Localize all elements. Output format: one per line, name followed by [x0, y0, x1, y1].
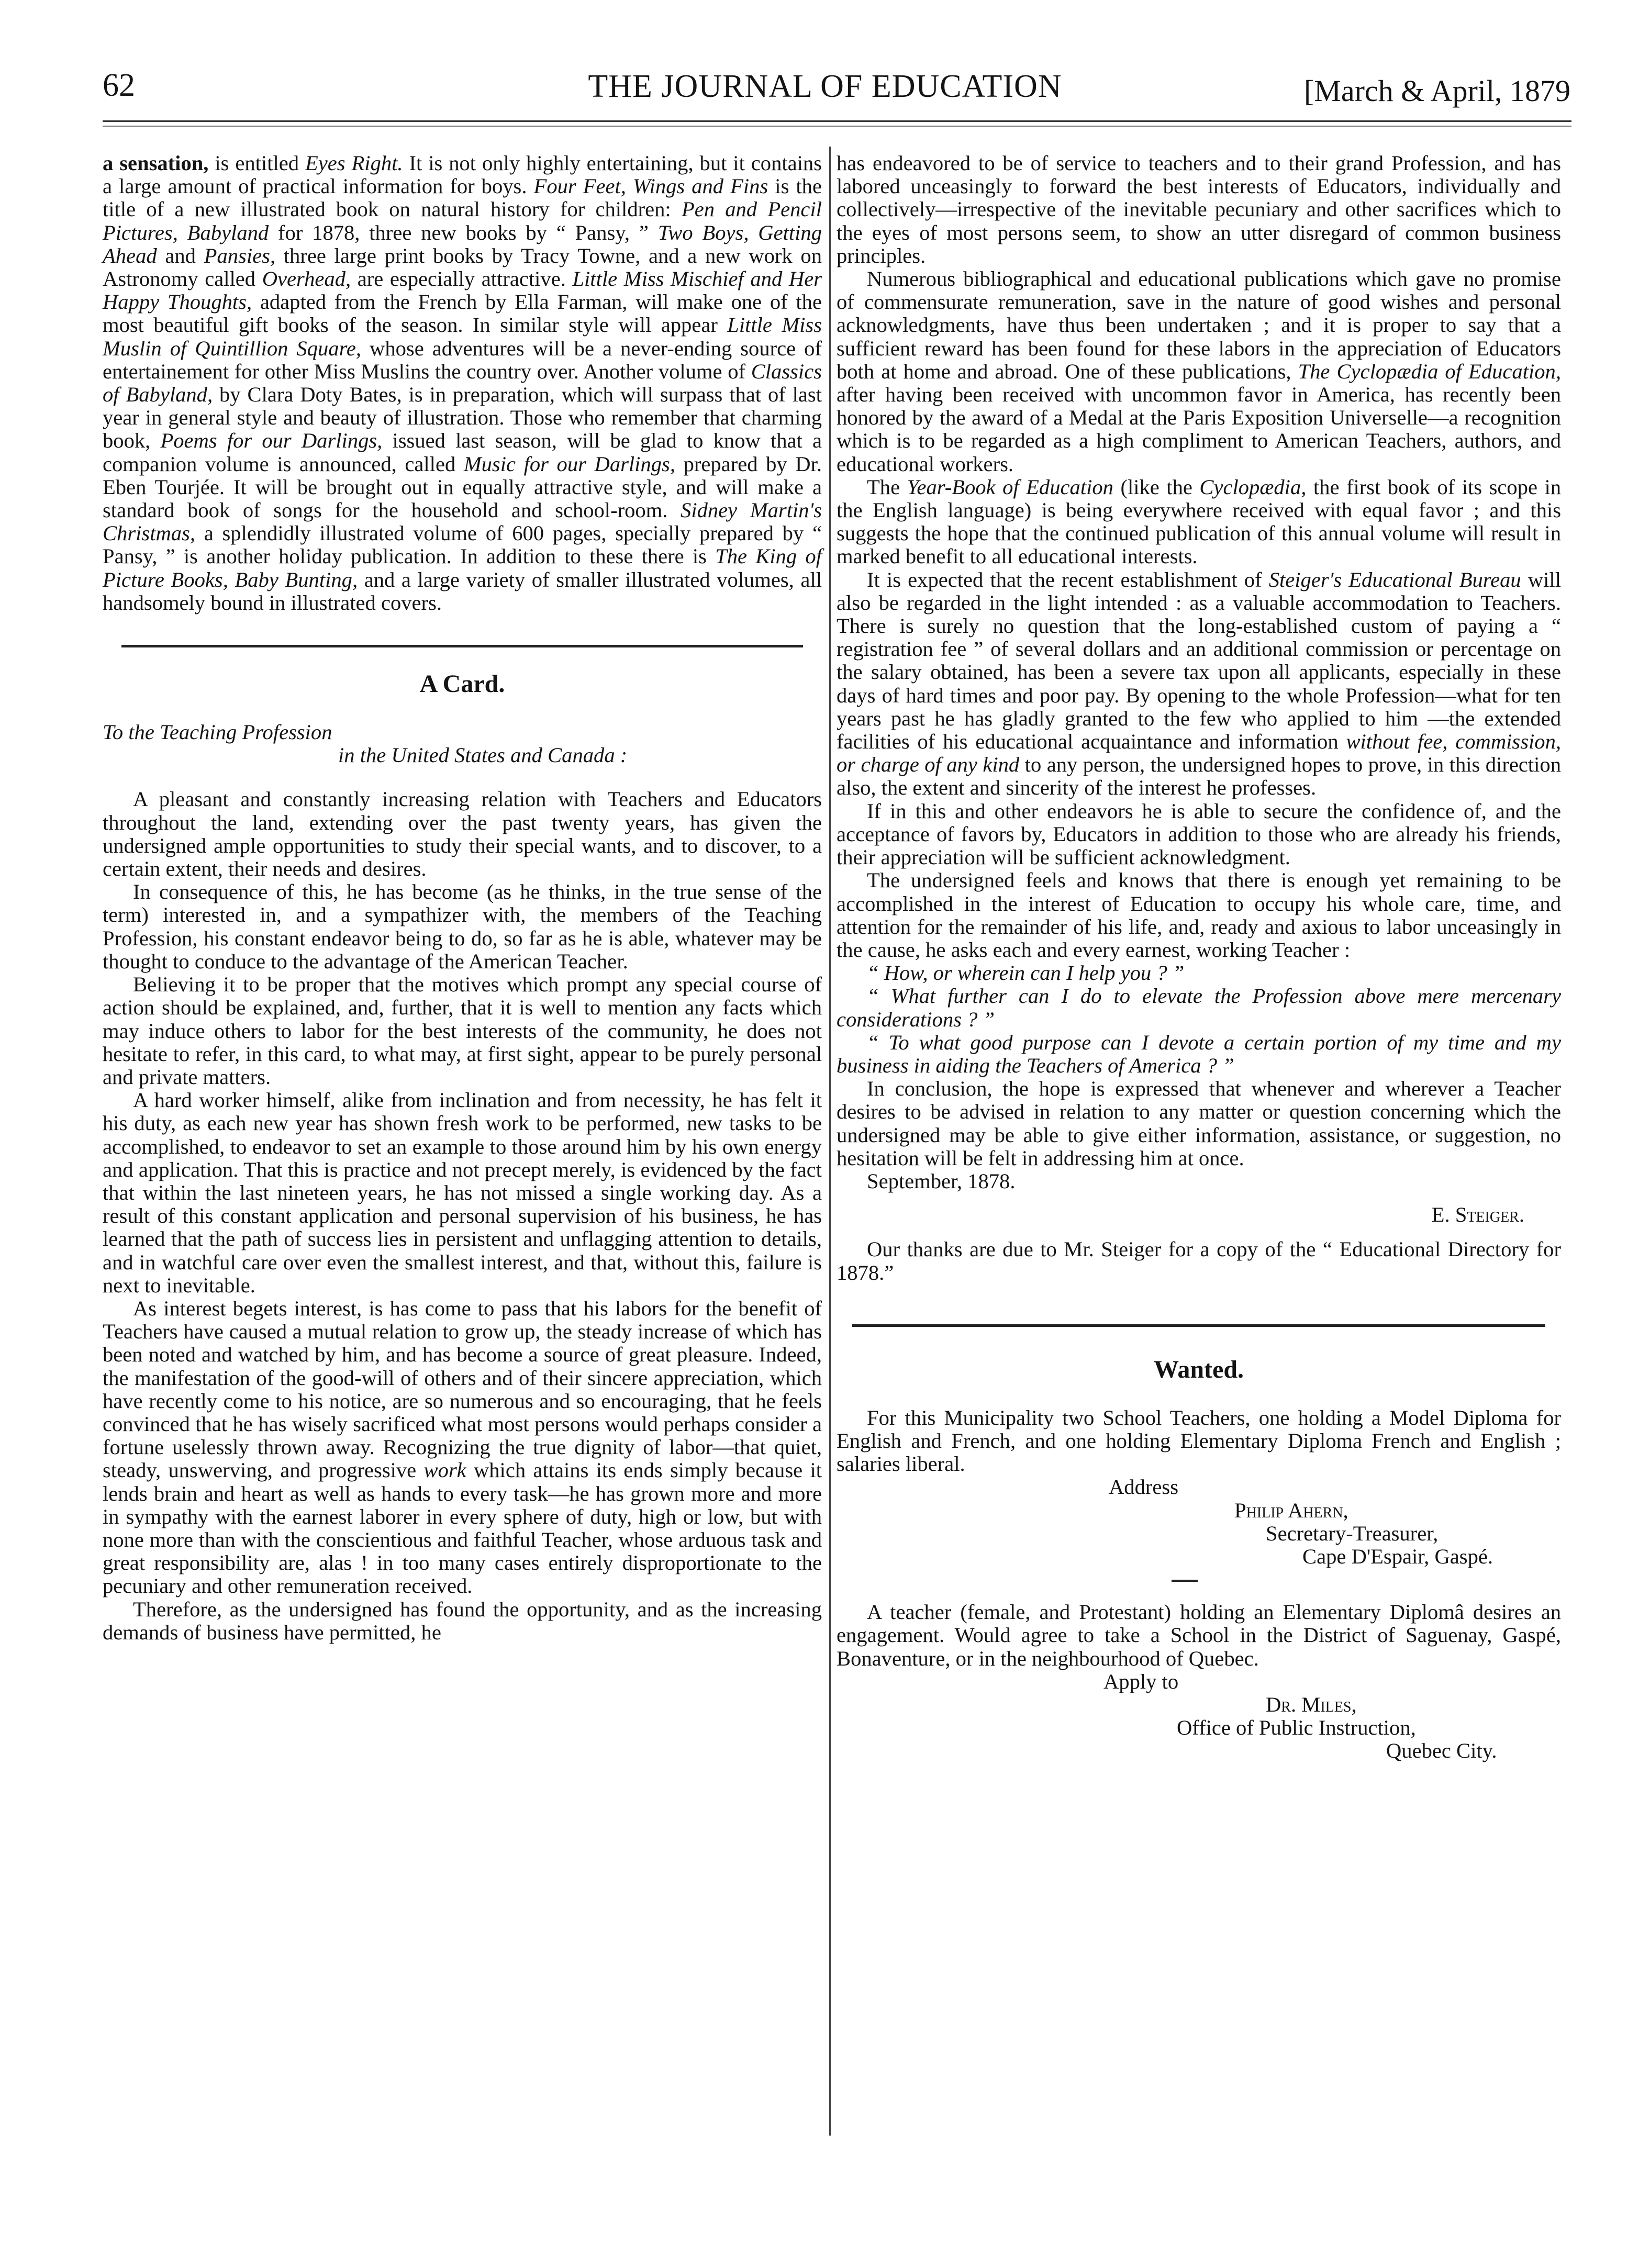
- italic-run: The Cyclopædia of Education,: [1298, 359, 1561, 383]
- header-rule: [103, 120, 1571, 122]
- apply-name: Dr. Miles,: [1266, 1692, 1357, 1716]
- card-salutation-line-1: To the Teaching Profession: [103, 720, 332, 744]
- card-paragraph: The Year-Book of Education (like the Cyclopædia, the first book of its scope in the English language) is being everywhere received with equal favor ; and this suggests the hope that the continued publication of this annual volume will result in marked benefit to all educational interests.: [837, 475, 1562, 568]
- italic-run: The King of Picture Books, Baby Bunting,: [103, 544, 822, 591]
- italic-run: Two Boys, Getting Ahead: [103, 220, 822, 267]
- card-paragraph: Numerous bibliographical and educational publications which gave no promise of commensurate remuneration, save in the nature of good wishes and personal acknowledgments, have thus been undertaken ; and it is proper to say that a sufficient reward has been found for these labors in the appreciation of Educators both at home and abroad. One of these publications, The Cyclopædia of Education, after having been received with uncommon favor in America, has recently been honored by the award of a Medal at the Paris Exposition Universelle—a recognition which is to be regarded as a high compliment to American Teachers, authors, and educational workers.: [837, 267, 1561, 476]
- italic-run: Poems for our Darlings,: [160, 429, 383, 453]
- address-label: Address: [1109, 1475, 1178, 1499]
- address-line-2: Cape D'Espair, Gaspé.: [1302, 1544, 1493, 1568]
- card-paragraph: Therefore, as the undersigned has found the opportunity, and as the increasing demands of business have permitted, he: [103, 1597, 822, 1644]
- address-name: Philip Ahern,: [1234, 1498, 1348, 1522]
- card-signature: E. Steiger.: [1431, 1203, 1524, 1227]
- italic-run: “ To what good purpose can I devote a certain portion of my time and my business in aiding the Teachers of America ? ”: [837, 1030, 1561, 1077]
- right-column: [837, 152, 1561, 1763]
- italic-run: “ What further can I do to elevate the Profession above mere mercenary considerations ? ”: [837, 984, 1561, 1031]
- card-paragraph: [837, 1031, 1561, 1077]
- card-paragraph: [837, 985, 1561, 1031]
- thanks-note: Our thanks are due to Mr. Steiger for a copy of the “ Educational Directory for 1878.”: [837, 1237, 1561, 1284]
- card-paragraph: As interest begets interest, is has come to pass that his labors for the benefit of Teachers have caused a mutual relation to grow up, the steady increase of which has been noted and watched by him, and has become a source of great pleasure. Indeed, the manifestation of the good-will of others and of their sincere appreciation, which have recently come to his notice, are so numerous and so encouraging, that he feels convinced that he has wisely sacrificed what most persons would perhaps consider a fortune uselessly thrown away. Recognizing the true dignity of labor—that quiet, steady, unswerving, and progressive work which attains its ends simply because it lends brain and heart as well as hands to every task—he has grown more and more in sympathy with the earnest laborer in every sphere of duty, high or low, but with none more than with the conscientious and faithful Teacher, whose arduous task and great responsibility are, alas ! in too many cases entirely disproportionate to the pecuniary and other remuneration received.: [103, 1296, 822, 1598]
- card-paragraph: has endeavored to be of service to teachers and to their grand Profession, and has labored unceasingly to forward the best interests of Educators, individually and collectively—irrespective of the inevitable pecuniary and other sacrifices which to the eyes of most persons seem, to show an utter disregard of common business principles.: [837, 151, 1561, 267]
- card-paragraph: Believing it to be proper that the motives which prompt any special course of action should be explained, and, further, that it is well to mention any facts which may induce others to labor for the best interests of the community, he does not hesitate to refer, in this card, to what may, at first sight, appear to be purely personal and private matters.: [103, 973, 822, 1089]
- wanted-ad-text: For this Municipality two School Teachers, one holding a Model Diploma for English and French, and one holding Elementary Diploma French and English ; salaries liberal.: [837, 1405, 1561, 1476]
- italic-run: Cyclopædia,: [1199, 475, 1307, 499]
- italic-run: without fee, commission, or charge of any kind: [837, 730, 1561, 777]
- card-salutation-line-2: in the United States and Canada :: [338, 743, 628, 767]
- italic-run: Pansies,: [204, 243, 276, 267]
- card-paragraph: If in this and other endeavors he is able to secure the confidence of, and the acceptance of favors by, Educators in addition to those who are already his friends, their appreciation will be sufficient acknowledgment.: [837, 799, 1561, 869]
- card-paragraph: A pleasant and constantly increasing relation with Teachers and Educators throughout the land, extending over the past twenty years, has given the undersigned ample opportunities to study their special wants, and to discover, to a certain extent, their needs and desires.: [103, 787, 822, 881]
- italic-run: Little Miss Muslin of Quintillion Square,: [103, 313, 822, 360]
- italic-run: Steiger's Educational Bureau: [1268, 567, 1521, 591]
- column-divider: [829, 147, 831, 2136]
- apply-label: Apply to: [1103, 1669, 1179, 1693]
- card-date: September, 1878.: [867, 1169, 1016, 1193]
- running-head: [0, 62, 1650, 119]
- ad-separator-dash: [1172, 1580, 1198, 1582]
- teacher-ad-text: A teacher (female, and Protestant) holding an Elementary Diplomâ desires an engagement. Would agree to take a School in the District of Saguenay, Gaspé, Bonaventure, or in the neighbourhood of Quebec.: [837, 1600, 1561, 1670]
- card-paragraph: [837, 962, 1561, 985]
- left-column: [103, 152, 822, 1644]
- card-body: [103, 788, 822, 1644]
- bold-run: a sensation,: [103, 151, 209, 175]
- page-number: 62: [103, 68, 135, 103]
- italic-run: Overhead,: [262, 267, 351, 291]
- address-line-1: Secretary-Treasurer,: [1266, 1521, 1439, 1545]
- issue-date: [March & April, 1879: [1303, 74, 1570, 108]
- header-rule-thin: [103, 126, 1571, 127]
- wanted-heading: Wanted.: [1153, 1355, 1244, 1383]
- card-continued-body: [837, 152, 1561, 1170]
- italic-run: Four Feet, Wings and Fins: [533, 174, 768, 198]
- italic-run: Year-Book of Education: [907, 475, 1113, 499]
- italic-run: Little Miss Mischief and Her Happy Thoughts,: [103, 267, 822, 314]
- card-paragraph: In consequence of this, he has become (as he thinks, in the true sense of the term) interested in, and a sympathizer with, the members of the Teaching Profession, his constant endeavor being to do, so far as he is able, whatever may be thought to conduce to the advantage of the American Teacher.: [103, 880, 822, 973]
- italic-run: Music for our Darlings,: [463, 452, 675, 476]
- journal-title: THE JOURNAL OF EDUCATION: [588, 69, 1062, 104]
- book-notices-paragraph: a sensation, is entitled Eyes Right. It is not only highly entertaining, but it contains a large amount of practical information for boys. Four Feet, Wings and Fins is the title of a new illustrated book on natural history for children: Pen and Pencil Pictures, Babyland for 1878, three new books by “ Pansy, ” Two Boys, Getting Ahead and Pansies, three large print books by Tracy Towne, and a new work on Astronomy called Overhead, are especially attractive. Little Miss Mischief and Her Happy Thoughts, adapted from the French by Ella Farman, will make one of the most beautiful gift books of the season. In similar style will appear Little Miss Muslin of Quintillion Square, whose adventures will be a never-ending source of entertainement for other Miss Muslins the country over. Another volume of Classics of Babyland, by Clara Doty Bates, is in preparation, which will surpass that of last year in general style and beauty of illustration. Those who remember that charming book, Poems for our Darlings, issued last season, will be glad to know that a companion volume is announced, called Music for our Darlings, prepared by Dr. Eben Tourjée. It will be brought out in equally attractive style, and will make a standard book of songs for the household and school-room. Sidney Martin's Christmas, a splendidly illustrated volume of 600 pages, specially prepared by “ Pansy, ” is another holiday publication. In addition to these there is The King of Picture Books, Baby Bunting, and a large variety of smaller illustrated volumes, all handsomely bound in illustrated covers.: [103, 151, 822, 615]
- italic-run: Classics of Babyland,: [103, 359, 822, 407]
- section-rule: [852, 1324, 1545, 1327]
- card-heading: A Card.: [419, 670, 505, 698]
- section-rule: [121, 645, 803, 647]
- card-paragraph: In conclusion, the hope is expressed that whenever and wherever a Teacher desires to be advised in relation to any matter or question concerning which the undersigned may be able to give either information, assistance, or suggestion, no hesitation will be felt in addressing him at once.: [837, 1077, 1561, 1170]
- apply-line-2: Quebec City.: [1386, 1739, 1497, 1763]
- card-paragraph: The undersigned feels and knows that there is enough yet remaining to be accomplished in the interest of Education to occupy his whole care, time, and attention for the remainder of his life, and, ready and axious to labor unceasingly in the cause, he asks each and every earnest, working Teacher :: [837, 868, 1561, 962]
- apply-line-1: Office of Public Instruction,: [1177, 1716, 1416, 1740]
- italic-run: “ How, or wherein can I help you ? ”: [867, 961, 1185, 985]
- italic-run: Eyes Right.: [305, 151, 403, 175]
- italic-run: Pen and Pencil Pictures, Babyland: [103, 197, 822, 244]
- card-paragraph: A hard worker himself, alike from inclination and from necessity, he has felt it his duty, as each new year has shown fresh work to be performed, new tasks to be accomplished, to endeavor to set an example to those around him by his own energy and application. That this is practice and not precept merely, is evidenced by the fact that within the last nineteen years, he has not missed a single working day. As a result of this constant application and personal supervision of his business, he has learned that the path of success lies in persistent and unflagging attention to details, and in watchful care over even the smallest interest, and that, without this, failure is next to inevitable.: [103, 1088, 822, 1297]
- italic-run: Sidney Martin's Christmas,: [103, 498, 822, 545]
- card-paragraph: It is expected that the recent establishment of Steiger's Educational Bureau will also be regarded in the light intended : as a valuable accommodation to Teachers. There is surely no question that the long-established custom of paying a “ registration fee ” of several dollars and an additional commission or percentage on the salary obtained, has been a severe tax upon all applicants, especially in these days of hard times and poor pay. By opening to the whole Profession—what for ten years past he has gladly granted to the few who applied to him —the extended facilities of his educational acquaintance and information without fee, commission, or charge of any kind to any person, the undersigned hopes to prove, in this direction also, the extent and sincerity of the interest he professes.: [837, 567, 1561, 800]
- italic-run: work: [423, 1458, 466, 1482]
